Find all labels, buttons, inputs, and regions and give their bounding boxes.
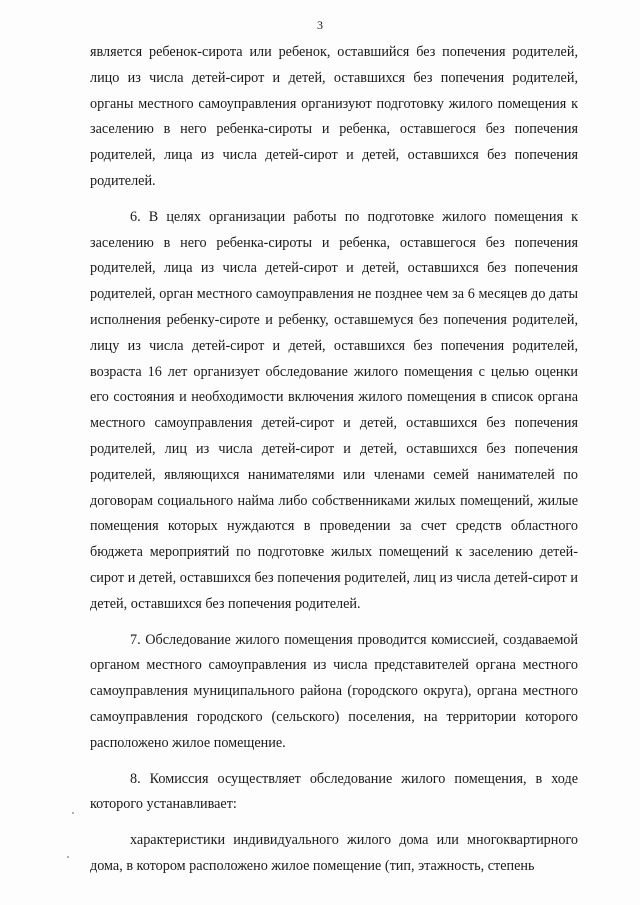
paragraph-continuation: является ребенок-сирота или ребенок, оставшийся без попечения родителей, лицо из числа детей-сирот и детей, оставшихся без попечения родителей, органы местного самоуправления организуют подготовку жилого помещения к заселению в него ребенка-сироты и ребенка, оставшегося без попечения родителей, лица из числа детей-сирот и детей, оставшихся без попечения родителей. (90, 44, 578, 189)
scan-speck (72, 812, 74, 814)
page-number: 3 (317, 18, 323, 32)
paragraph-characteristics: характеристики индивидуального жилого дома или многоквартирного дома, в котором расположено жилое помещение (тип, этажность, степень (90, 832, 578, 874)
paragraph-item-6: 6. В целях организации работы по подготовке жилого помещения к заселению в него ребенка-сироты и ребенка, оставшегося без попечения родителей, лица из числа детей-сирот и детей, оставшихся без попечения родителей, орган местного самоуправления не позднее чем за 6 месяцев до даты исполнения ребенку-сироте и ребенку, оставшемуся без попечения родителей, лицу из числа детей-сирот и детей, оставшихся без попечения родителей, возраста 16 лет организует обследование жилого помещения с целью оценки его состояния и необходимости включения жилого помещения в список органа местного самоуправления детей-сирот и детей, оставшихся без попечения родителей, лиц из числа детей-сирот и детей, оставшихся без попечения родителей, являющихся нанимателями или членами семей нанимателей по договорам социального найма либо собственниками жилых помещений, жилые помещения которых нуждаются в проведении за счет средств областного бюджета мероприятий по подготовке жилых помещений к заселению детей-сирот и детей, оставшихся без попечения родителей, лиц из числа детей-сирот и детей, оставшихся без попечения родителей. (90, 208, 578, 612)
document-body (90, 40, 578, 890)
paragraph-item-7: 7. Обследование жилого помещения проводится комиссией, создаваемой органом местного самоуправления из числа представителей органа местного самоуправления муниципального района (городского округа), органа местного самоуправления городского (сельского) поселения, на территории которого расположено жилое помещение. (90, 631, 578, 751)
paragraph-item-8: 8. Комиссия осуществляет обследование жилого помещения, в ходе которого устанавливает: (90, 770, 578, 813)
scan-speck (67, 856, 69, 858)
